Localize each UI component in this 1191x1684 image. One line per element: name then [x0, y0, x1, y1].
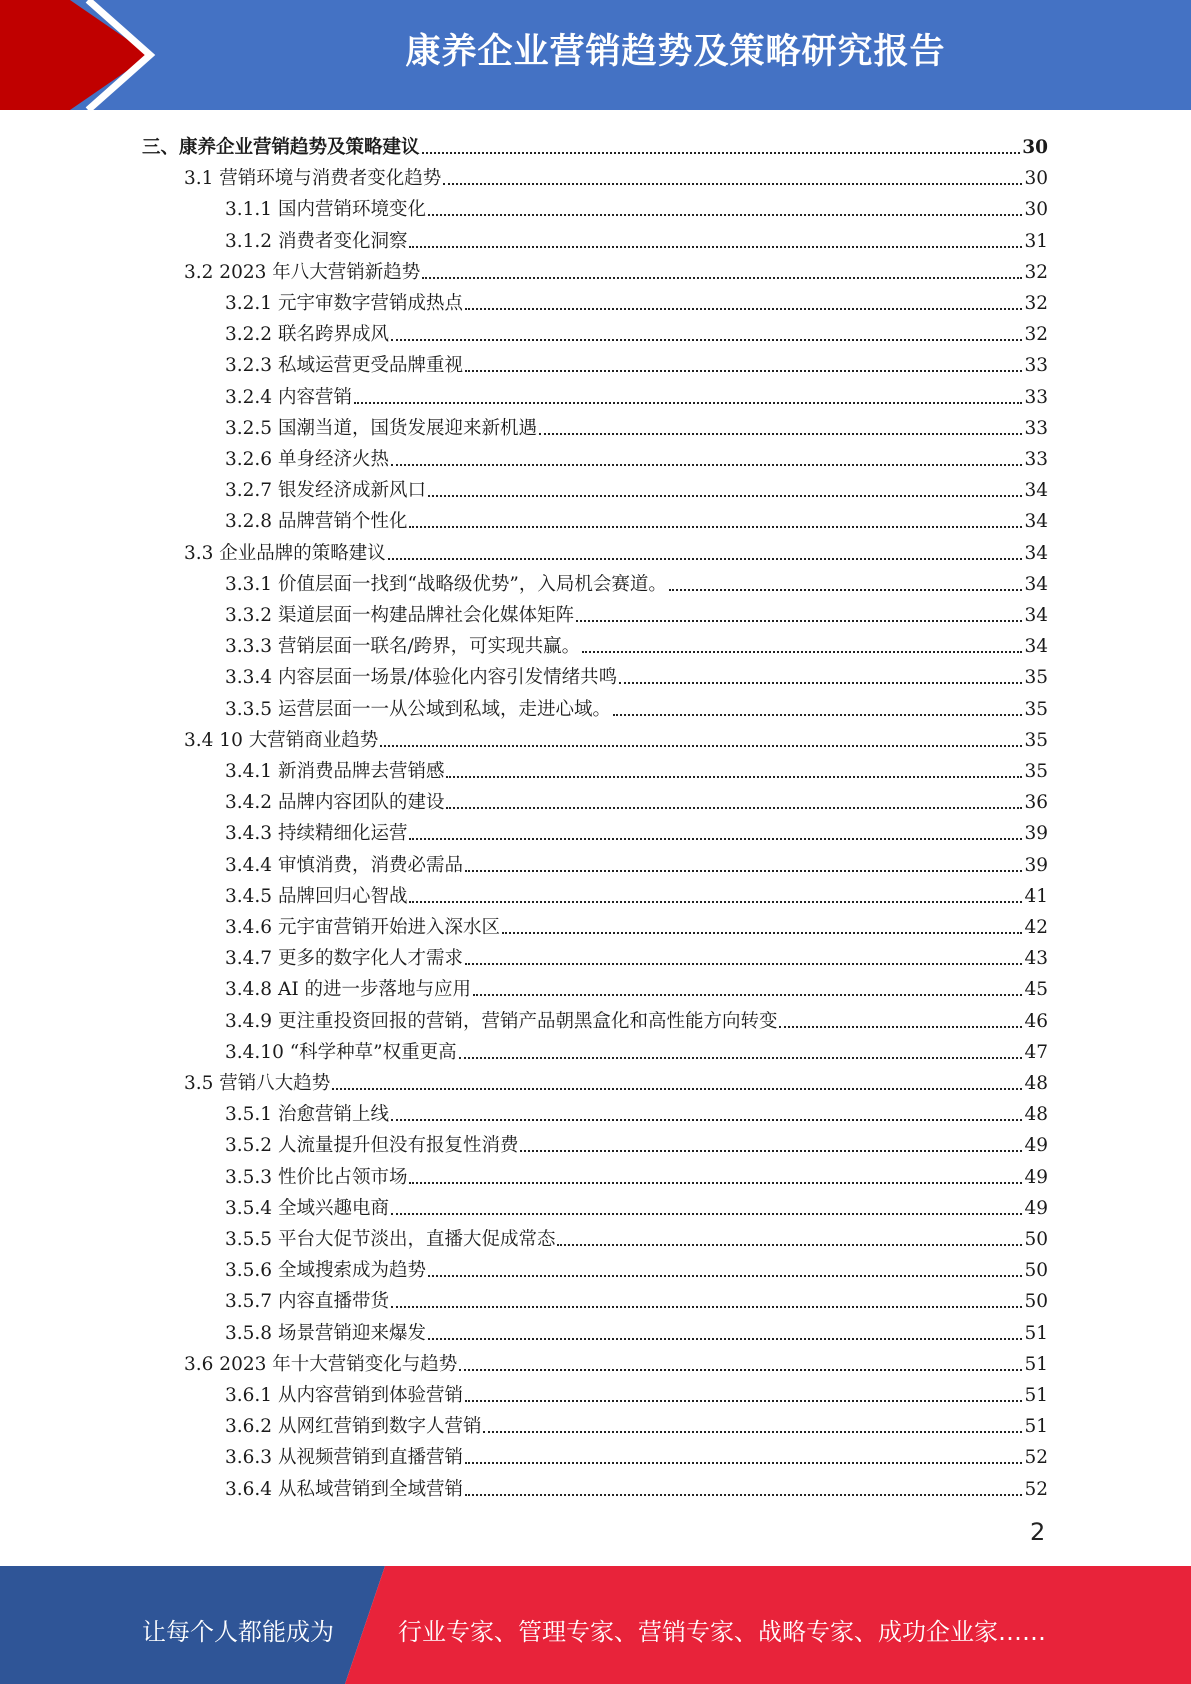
toc-entry-page: 50 — [1024, 1260, 1048, 1282]
toc-dot-leader — [779, 1026, 1022, 1028]
toc-entry-page: 50 — [1024, 1229, 1048, 1250]
toc-dot-leader — [409, 526, 1022, 528]
toc-dot-leader — [391, 1306, 1022, 1308]
toc-dot-leader — [619, 682, 1022, 684]
toc-entry-page: 52 — [1024, 1447, 1048, 1469]
toc-entry-label: 3.2.1 元宇审数字营销成热点 — [225, 293, 463, 314]
toc-entry-page: 52 — [1024, 1478, 1048, 1500]
toc-entry-label: 3.6.3 从视频营销到直播营销 — [225, 1447, 463, 1469]
toc-entry-label: 3.4.1 新消费品牌去营销感 — [225, 761, 445, 782]
toc-entry[interactable] — [225, 970, 1048, 1001]
toc-entry-page: 35 — [1024, 761, 1048, 782]
toc-entry[interactable] — [142, 128, 1048, 159]
toc-entry-page: 33 — [1024, 417, 1048, 439]
toc-dot-leader — [465, 963, 1022, 965]
toc-dot-leader — [465, 1400, 1022, 1402]
toc-entry-label: 3.3.4 内容层面一场景/体验化内容引发情绪共鸣 — [225, 667, 618, 689]
toc-entry-label: 3.4.3 持续精细化运营 — [225, 823, 408, 845]
toc-dot-leader — [613, 714, 1022, 716]
toc-dot-leader — [422, 152, 1021, 154]
toc-entry-page: 34 — [1024, 573, 1048, 595]
page-header — [0, 0, 1191, 110]
toc-entry-page: 50 — [1024, 1291, 1048, 1313]
toc-entry-label: 3.2.4 内容营销 — [225, 386, 352, 408]
toc-entry-label: 3.2.2 联名跨界成风 — [225, 324, 389, 346]
toc-entry[interactable] — [225, 378, 1048, 409]
toc-dot-leader — [446, 807, 1022, 809]
toc-entry[interactable] — [184, 534, 1048, 565]
toc-entry[interactable] — [225, 1376, 1048, 1407]
toc-dot-leader — [422, 277, 1022, 279]
toc-entry-label: 3.1 营销环境与消费者变化趋势 — [184, 168, 442, 190]
toc-entry[interactable] — [225, 1158, 1048, 1189]
toc-entry[interactable] — [225, 1282, 1048, 1313]
toc-entry-page: 33 — [1024, 386, 1048, 408]
toc-dot-leader — [380, 745, 1022, 747]
toc-entry[interactable] — [225, 908, 1048, 939]
toc-entry-page: 34 — [1024, 605, 1048, 626]
toc-entry[interactable] — [225, 1033, 1048, 1064]
toc-dot-leader — [391, 464, 1022, 466]
toc-entry-label: 3.4.4 审慎消费，消费必需品 — [225, 854, 463, 876]
page-footer — [0, 1566, 1191, 1684]
toc-entry-page: 51 — [1024, 1416, 1048, 1438]
toc-entry[interactable] — [225, 1126, 1048, 1157]
toc-entry-page: 30 — [1024, 199, 1048, 221]
toc-entry-label: 3.6 2023 年十大营销变化与趋势 — [184, 1353, 458, 1375]
toc-entry[interactable] — [225, 627, 1048, 658]
toc-entry-label: 3.4.5 品牌回归心智战 — [225, 885, 408, 907]
toc-entry-page: 35 — [1024, 698, 1048, 720]
toc-dot-leader — [446, 776, 1022, 778]
toc-dot-leader — [520, 1150, 1022, 1152]
toc-entry[interactable] — [225, 471, 1048, 502]
toc-dot-leader — [465, 1494, 1022, 1496]
toc-entry[interactable] — [225, 1470, 1048, 1501]
toc-entry-page: 32 — [1024, 261, 1048, 283]
toc-entry-page: 46 — [1024, 1010, 1048, 1032]
toc-entry[interactable] — [225, 440, 1048, 471]
toc-entry-page: 33 — [1024, 355, 1048, 377]
toc-entry-page: 48 — [1024, 1104, 1048, 1126]
footer-slogan-right: 行业专家、管理专家、营销专家、战略专家、成功企业家…… — [398, 1618, 1046, 1646]
toc-dot-leader — [332, 1088, 1022, 1090]
toc-entry-label: 3.5.1 治愈营销上线 — [225, 1104, 389, 1126]
toc-entry[interactable] — [225, 877, 1048, 908]
toc-entry-label: 3.5.7 内容直播带货 — [225, 1291, 389, 1313]
toc-dot-leader — [483, 1431, 1022, 1433]
toc-entry-label: 3.1.2 消费者变化洞察 — [225, 230, 408, 252]
toc-entry-page: 30 — [1022, 137, 1048, 158]
toc-entry-label: 3.4 10 大营销商业趋势 — [184, 729, 379, 751]
toc-dot-leader — [443, 183, 1022, 185]
toc-entry[interactable] — [225, 409, 1048, 440]
toc-entry-label: 3.5.5 平台大促节淡出，直播大促成常态 — [225, 1229, 556, 1250]
toc-dot-leader — [465, 308, 1022, 310]
toc-entry-label: 三、康养企业营销趋势及策略建议 — [142, 137, 420, 158]
toc-dot-leader — [388, 558, 1023, 560]
toc-entry-label: 3.4.2 品牌内容团队的建设 — [225, 792, 445, 814]
toc-entry-page: 32 — [1024, 293, 1048, 314]
toc-entry-label: 3.4.7 更多的数字化人才需求 — [225, 948, 463, 970]
toc-entry[interactable] — [225, 690, 1048, 721]
toc-entry[interactable] — [225, 1189, 1048, 1220]
toc-dot-leader — [669, 589, 1023, 591]
toc-entry[interactable] — [225, 1002, 1048, 1033]
toc-entry-label: 3.4.6 元宇宙营销开始进入深水区 — [225, 917, 500, 938]
toc-dot-leader — [391, 339, 1022, 341]
toc-entry-label: 3.3.1 价值层面一找到“战略级优势”，入局机会赛道。 — [225, 573, 667, 595]
toc-entry[interactable] — [225, 596, 1048, 627]
toc-entry-page: 43 — [1024, 948, 1048, 970]
toc-entry-label: 3.6.4 从私域营销到全域营销 — [225, 1478, 463, 1500]
toc-entry-page: 47 — [1024, 1041, 1048, 1063]
toc-entry[interactable] — [225, 846, 1048, 877]
toc-entry-page: 36 — [1024, 792, 1048, 814]
toc-entry-page: 32 — [1024, 324, 1048, 346]
toc-entry-page: 34 — [1024, 480, 1048, 502]
toc-entry[interactable] — [225, 284, 1048, 315]
toc-entry[interactable] — [184, 1345, 1048, 1376]
toc-entry-label: 3.5.3 性价比占领市场 — [225, 1166, 408, 1188]
toc-dot-leader — [465, 370, 1022, 372]
toc-dot-leader — [409, 901, 1022, 903]
toc-dot-leader — [428, 1275, 1022, 1277]
toc-entry[interactable] — [225, 1438, 1048, 1469]
toc-entry-page: 51 — [1024, 1322, 1048, 1344]
toc-entry-page: 49 — [1024, 1197, 1048, 1219]
toc-entry[interactable] — [225, 939, 1048, 970]
toc-dot-leader — [428, 495, 1022, 497]
toc-entry[interactable] — [225, 1407, 1048, 1438]
toc-entry-label: 3.5 营销八大趋势 — [184, 1073, 331, 1094]
page-number: 2 — [1030, 1518, 1046, 1546]
toc-entry[interactable] — [225, 502, 1048, 533]
toc-entry[interactable] — [225, 1220, 1048, 1251]
toc-entry-label: 3.6.1 从内容营销到体验营销 — [225, 1385, 463, 1406]
toc-entry-label: 3.2.3 私域运营更受品牌重视 — [225, 355, 463, 377]
toc-entry[interactable] — [225, 814, 1048, 845]
toc-dot-leader — [557, 1244, 1022, 1246]
toc-entry-page: 48 — [1024, 1073, 1048, 1094]
toc-entry-page: 45 — [1024, 979, 1048, 1001]
toc-entry-page: 33 — [1024, 449, 1048, 470]
toc-entry-label: 3.4.9 更注重投资回报的营销，营销产品朝黑盒化和高性能方向转变 — [225, 1010, 778, 1032]
report-title: 康养企业营销趋势及策略研究报告 — [405, 32, 946, 72]
toc-dot-leader — [539, 433, 1022, 435]
toc-entry[interactable] — [225, 222, 1048, 253]
toc-dot-leader — [465, 870, 1022, 872]
toc-entry-label: 3.5.6 全域搜索成为趋势 — [225, 1260, 426, 1282]
toc-dot-leader — [409, 1182, 1022, 1184]
toc-entry-page: 34 — [1024, 542, 1048, 564]
toc-entry-page: 39 — [1024, 823, 1048, 845]
toc-dot-leader — [391, 1119, 1022, 1121]
toc-entry-label: 3.2.7 银发经济成新风口 — [225, 480, 426, 502]
toc-entry[interactable] — [184, 721, 1048, 752]
toc-entry-label: 3.2 2023 年八大营销新趋势 — [184, 261, 421, 283]
toc-dot-leader — [582, 651, 1022, 653]
toc-dot-leader — [354, 402, 1023, 404]
toc-entry-label: 3.3.2 渠道层面一构建品牌社会化媒体矩阵 — [225, 605, 574, 626]
toc-dot-leader — [428, 214, 1022, 216]
toc-entry-page: 35 — [1024, 729, 1048, 751]
toc-entry[interactable] — [225, 1095, 1048, 1126]
toc-entry-label: 3.5.8 场景营销迎来爆发 — [225, 1322, 426, 1344]
toc-dot-leader — [473, 994, 1022, 996]
toc-dot-leader — [502, 932, 1022, 934]
toc-dot-leader — [459, 1057, 1023, 1059]
toc-entry-label: 3.3.3 营销层面一联名/跨界，可实现共赢。 — [225, 636, 581, 658]
toc-entry[interactable] — [225, 565, 1048, 596]
footer-slogan-left: 让每个人都能成为 — [142, 1618, 334, 1646]
toc-entry-page: 49 — [1024, 1166, 1048, 1188]
toc-dot-leader — [459, 1369, 1022, 1371]
toc-entry-label: 3.5.4 全域兴趣电商 — [225, 1197, 389, 1219]
toc-entry[interactable] — [184, 159, 1048, 190]
toc-dot-leader — [391, 1213, 1022, 1215]
toc-entry-page: 34 — [1024, 636, 1048, 658]
toc-entry-page: 51 — [1024, 1385, 1048, 1406]
toc-entry[interactable] — [225, 1251, 1048, 1282]
toc-dot-leader — [409, 838, 1022, 840]
toc-entry-page: 31 — [1024, 230, 1048, 252]
toc-entry-page: 30 — [1024, 168, 1048, 190]
toc-entry-label: 3.3 企业品牌的策略建议 — [184, 542, 386, 564]
toc-entry-page: 34 — [1024, 511, 1048, 533]
toc-entry-label: 3.2.8 品牌营销个性化 — [225, 511, 408, 533]
toc-entry-label: 3.2.5 国潮当道，国货发展迎来新机遇 — [225, 417, 537, 439]
toc-dot-leader — [409, 246, 1022, 248]
toc-entry[interactable] — [225, 658, 1048, 689]
toc-entry-label: 3.6.2 从网红营销到数字人营销 — [225, 1416, 482, 1438]
toc-entry-label: 3.1.1 国内营销环境变化 — [225, 199, 426, 221]
toc-entry-page: 49 — [1024, 1135, 1048, 1157]
toc-entry-page: 51 — [1024, 1353, 1048, 1375]
toc-entry[interactable] — [184, 1064, 1048, 1095]
toc-entry-page: 41 — [1024, 885, 1048, 907]
toc-entry-label: 3.5.2 人流量提升但没有报复性消费 — [225, 1135, 519, 1157]
toc-dot-leader — [465, 1462, 1022, 1464]
toc-entry[interactable] — [225, 752, 1048, 783]
toc-dot-leader — [428, 1338, 1022, 1340]
toc-entry[interactable] — [225, 190, 1048, 221]
toc-entry-label: 3.4.10 “科学种草”权重更高 — [225, 1041, 457, 1063]
toc-entry-label: 3.4.8 AI 的进一步落地与应用 — [225, 979, 472, 1001]
toc-entry[interactable] — [225, 783, 1048, 814]
toc-dot-leader — [576, 620, 1022, 622]
toc-entry[interactable] — [184, 253, 1048, 284]
toc-entry-label: 3.3.5 运营层面一一从公域到私域，走进心域。 — [225, 698, 611, 720]
toc-entry-page: 35 — [1024, 667, 1048, 689]
toc-entry[interactable] — [225, 315, 1048, 346]
toc-entry-page: 39 — [1024, 854, 1048, 876]
toc-entry[interactable] — [225, 1314, 1048, 1345]
toc-entry[interactable] — [225, 346, 1048, 377]
toc-entry-label: 3.2.6 单身经济火热 — [225, 449, 389, 470]
toc-entry-page: 42 — [1024, 917, 1048, 938]
